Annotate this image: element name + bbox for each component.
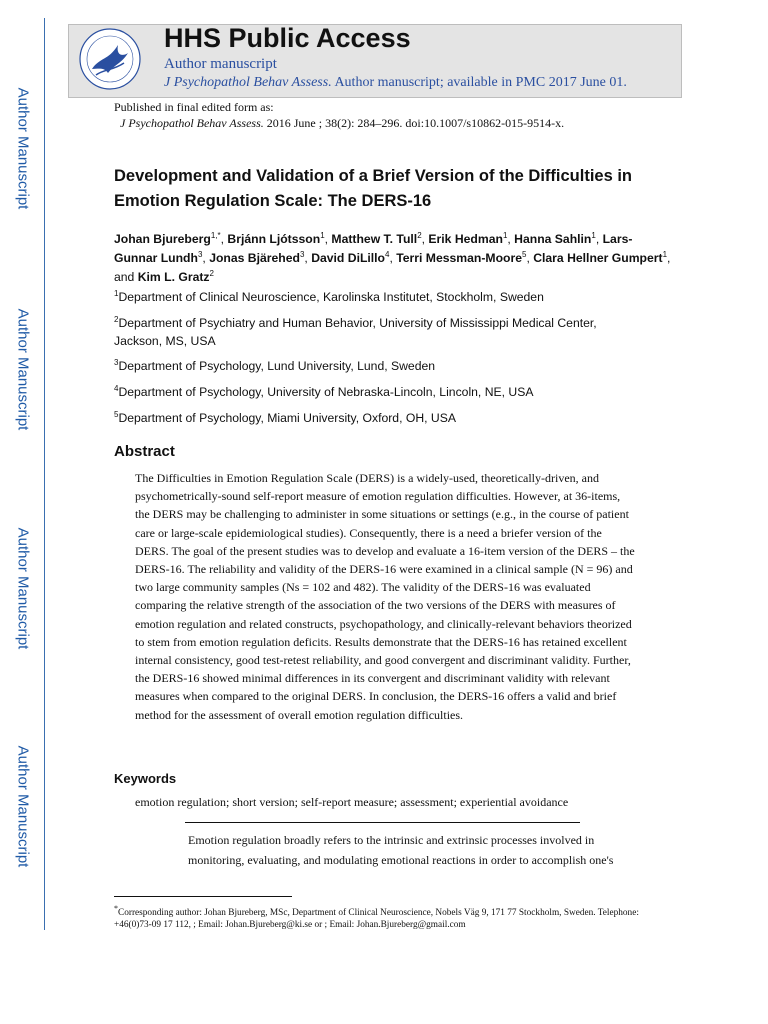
journal-availability bbox=[164, 75, 627, 91]
affiliation-num: 3 bbox=[114, 357, 119, 367]
keywords-body: emotion regulation; short version; self-report measure; assessment; experiential avoidance bbox=[135, 795, 569, 809]
citation-details: 2016 June ; 38(2): 284–296. doi:10.1007/s10862-015-9514-x. bbox=[263, 116, 565, 130]
author-sep: , and bbox=[114, 251, 671, 284]
author-sep: , bbox=[389, 251, 397, 265]
author-sup: 2 bbox=[417, 230, 422, 240]
affiliation bbox=[114, 383, 674, 401]
author-sup: 1 bbox=[320, 230, 325, 240]
availability-text: Author manuscript; available in PMC 2017 June 01. bbox=[331, 75, 627, 90]
affiliation-num: 2 bbox=[114, 314, 119, 324]
side-label-text: Author Manuscript bbox=[14, 527, 32, 649]
author-name: Terri Messman-Moore bbox=[396, 251, 522, 265]
affiliation bbox=[114, 314, 614, 350]
hhs-seal-icon bbox=[78, 27, 142, 91]
margin-rule bbox=[44, 18, 45, 930]
author-name: Johan Bjureberg bbox=[114, 232, 211, 246]
affiliation-text: Department of Clinical Neuroscience, Karolinska Institutet, Stockholm, Sweden bbox=[118, 290, 544, 304]
author-sup: 2 bbox=[209, 268, 214, 278]
affiliation-num: 4 bbox=[114, 383, 119, 393]
affiliation bbox=[114, 288, 674, 306]
intro-paragraph: Emotion regulation broadly refers to the intrinsic and extrinsic processes involved in monitoring, evaluating, and modulating emotional reactions in order to accomplish one's bbox=[188, 833, 614, 867]
author-sep: , bbox=[595, 232, 603, 246]
affiliation-text: Department of Psychology, Miami University, Oxford, OH, USA bbox=[118, 411, 456, 425]
author-name: Erik Hedman bbox=[428, 232, 503, 246]
affiliation-text: Department of Psychiatry and Human Behavior, University of Mississippi Medical Center, Jackson, MS, USA bbox=[114, 316, 597, 348]
author-sup: 5 bbox=[521, 249, 527, 259]
author-name: Hanna Sahlin bbox=[514, 232, 592, 246]
author-name: Clara Hellner Gumpert bbox=[533, 251, 663, 265]
author-sup: 1 bbox=[662, 249, 668, 259]
side-label-4 bbox=[8, 736, 38, 876]
side-label-2 bbox=[8, 299, 38, 439]
abstract-heading: Abstract bbox=[114, 443, 175, 460]
author-name: David DiLillo bbox=[311, 251, 385, 265]
side-label-3 bbox=[8, 518, 38, 658]
author-sep: , bbox=[202, 251, 210, 265]
author-name: Jonas Bjärehed bbox=[209, 251, 300, 265]
footnote-text: Corresponding author: Johan Bjureberg, MSc, Department of Clinical Neuroscience, Nobels Väg 9, 171 77 Stockholm, Sweden. Telephone: +46(0)73-09 17 112, ; Email: Johan.Bjureberg@ki.se or ; Email: Johan.Bjureberg@gmail.com bbox=[114, 908, 639, 930]
author-sup: 1 bbox=[502, 230, 508, 240]
author-sep: , bbox=[220, 232, 228, 246]
side-label-text: Author Manuscript bbox=[14, 87, 32, 209]
footnote-marker: * bbox=[114, 903, 118, 913]
manuscript-label: Author manuscript bbox=[164, 56, 277, 72]
abstract-body: The Difficulties in Emotion Regulation Scale (DERS) is a widely-used, theoretically-driven, and psychometrically-sound self-report measure of emotion regulation difficulties. However, at 36-items, the DERS may be challenging to administer in some situations or settings (e.g., in the course of patient care or large-scale epidemiological studies). Consequently, there is a need a briefer version of the DERS. The goal of the present studies was to develop and evaluate a 16-item version of the DERS – the DERS-16. The reliability and validity of the DERS-16 were examined in a clinical sample (N = 96) and two large community samples (Ns = 102 and 482). The validity of the DERS-16 was evaluated comparing the relative strength of the association of the two versions of the DERS with measures of emotion regulation and related constructs, psychopathology, and clinically-relevant behaviors theorized to stem from emotion regulation deficits. Results demonstrate that the DERS-16 has retained excellent internal consistency, good test-retest reliability, and good convergent and discriminant validity. Further, the DERS-16 showed minimal differences in its convergent and discriminant validity with relevant measures when compared to the original DERS. In conclusion, the DERS-16 offers a valid and brief method for the assessment of overall emotion regulation difficulties. bbox=[135, 471, 635, 722]
journal-name: J Psychopathol Behav Assess. bbox=[164, 75, 332, 90]
author-name: Brjánn Ljótsson bbox=[227, 232, 321, 246]
footnote-rule bbox=[114, 896, 292, 897]
author-sup: 3 bbox=[197, 249, 203, 259]
side-label-text: Author Manuscript bbox=[14, 745, 32, 867]
author-sep: , bbox=[526, 251, 534, 265]
published-label: Published in final edited form as: bbox=[114, 100, 274, 114]
author-name: Matthew T. Tull bbox=[331, 232, 418, 246]
author-sup: 3 bbox=[299, 249, 305, 259]
footnote bbox=[114, 903, 674, 931]
author-sup: 1 bbox=[591, 230, 596, 240]
author-name: Kim L. Gratz bbox=[137, 270, 210, 284]
author-sep: , bbox=[324, 232, 332, 246]
keywords-heading: Keywords bbox=[114, 771, 177, 786]
citation-journal: J Psychopathol Behav Assess. bbox=[120, 116, 264, 130]
author-sep: , bbox=[421, 232, 429, 246]
article-title: Development and Validation of a Brief Version of the Difficulties in Emotion Regulation Scale: The DERS-16 bbox=[114, 167, 633, 210]
affiliation bbox=[114, 357, 674, 375]
affiliation-text: Department of Psychology, Lund University, Lund, Sweden bbox=[118, 359, 436, 373]
author-name: Lars-Gunnar Lundh bbox=[114, 232, 633, 265]
side-label-1 bbox=[8, 78, 38, 218]
published-citation bbox=[120, 116, 564, 131]
affiliation bbox=[114, 409, 674, 427]
affiliation-num: 1 bbox=[114, 288, 119, 298]
author-sep: , bbox=[304, 251, 312, 265]
hhs-title: HHS Public Access bbox=[164, 23, 411, 53]
intro-rule bbox=[185, 822, 580, 823]
author-list bbox=[114, 230, 674, 287]
author-sup: 1,* bbox=[210, 230, 221, 240]
side-label-text: Author Manuscript bbox=[14, 308, 32, 430]
affiliation-num: 5 bbox=[114, 409, 119, 419]
author-sup: 4 bbox=[385, 249, 390, 259]
author-sep: , bbox=[507, 232, 515, 246]
affiliation-text: Department of Psychology, University of Nebraska-Lincoln, Lincoln, NE, USA bbox=[118, 385, 534, 399]
